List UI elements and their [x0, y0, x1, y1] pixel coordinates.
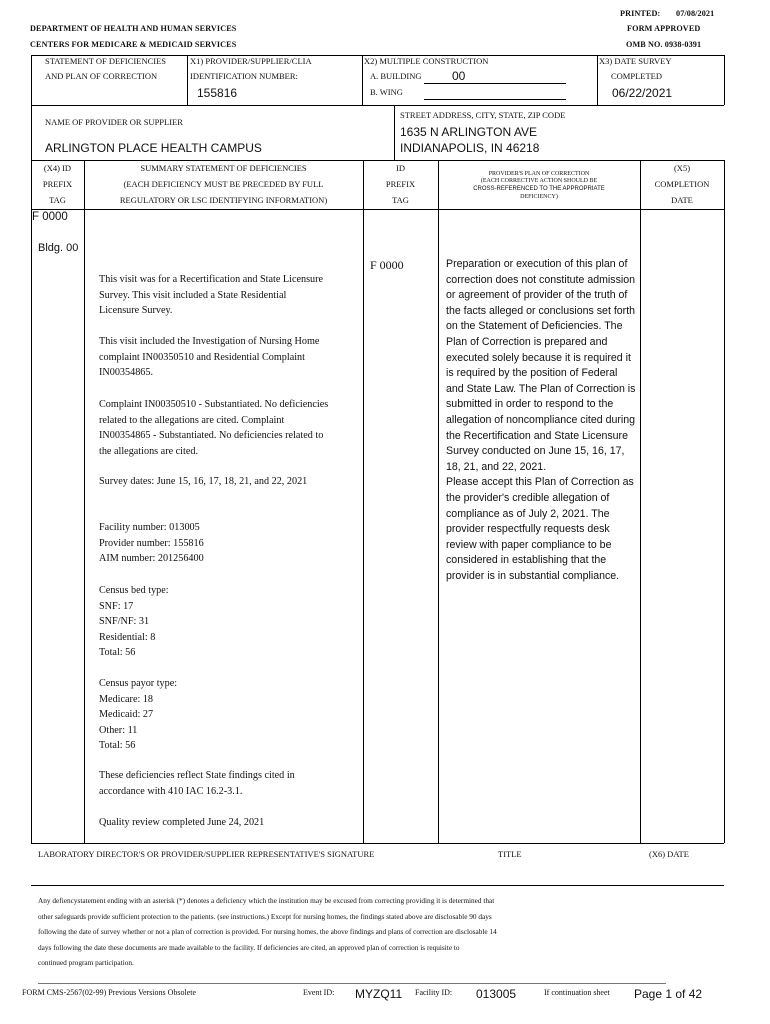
x1-label-1: X1) PROVIDER/SUPPLIER/CLIA	[190, 56, 312, 66]
building-label: A. BUILDING	[370, 71, 422, 81]
x4-header-3: TAG	[49, 195, 66, 205]
x3-label-1: X3) DATE SURVEY	[599, 56, 672, 66]
printed-date: 07/08/2021	[676, 9, 715, 18]
summary-header-1: SUMMARY STATEMENT OF DEFICIENCIES	[140, 163, 307, 173]
x5-header-3: DATE	[671, 195, 693, 205]
date-label: (X6) DATE	[649, 849, 689, 859]
disclaimer-line-2: other safeguards provide sufficient protection to the patients. (see instructions.) Except for nursing homes, the findings stated above are disclosable 90 days	[38, 912, 492, 921]
deficiency-paragraph-5: Facility number: 013005 Provider number: 155816 AIM number: 201256400	[99, 522, 204, 564]
deficiency-paragraph-6: Census bed type: SNF: 17 SNF/NF: 31 Residential: 8 Total: 56	[99, 585, 169, 658]
wing-label: B. WING	[370, 87, 403, 97]
deficiency-paragraph-3: Complaint IN00350510 - Substantiated. No deficiencies related to the allegations are cited. Complaint IN00354865 - Substantiated. No deficiencies related to the allegations are cited.	[99, 399, 329, 457]
disclaimer-line-5: continued program participation.	[38, 958, 134, 967]
event-id-value: MYZQ11	[355, 987, 403, 1001]
provider-id-value: 155816	[197, 86, 238, 100]
building-tag: Bldg. 00	[38, 242, 79, 254]
x4-header-1: (X4) ID	[43, 163, 72, 173]
plan-of-correction-text: Preparation or execution of this plan of correction does not constitute admission or agreement of provider of the truth of the facts alleged or conclusions set forth on the Statement of Deficiencies. The Plan of Correction is prepared and executed solely because it is required it is required by the position of Federal and State Law. The Plan of Correction is submitted in order to respond to the allegation of noncompliance cited during the Recertification and State Licensure Survey conducted on June 15, 16, 17, 18, 21, and 22, 2021. Please accept this Plan of Correction as the provider's credible allegation of compliance as of July 2, 2021. The provider respectfully requests desk review with paper compliance to be considered in establishing that the provider is in substantial compliance.	[446, 258, 636, 582]
id-header-3: TAG	[392, 195, 409, 205]
disclaimer-line-1: Any defiencystatement ending with an asterisk (*) denotes a deficiency which the institution may be excused from correcting providing it is determined that	[38, 896, 495, 905]
x2-label: X2) MULTIPLE CONSTRUCTION	[364, 56, 489, 66]
signature-divider	[31, 885, 724, 886]
right-tag: F 0000	[370, 258, 404, 272]
x3-label-2: COMPLETED	[611, 71, 662, 81]
centers-title: CENTERS FOR MEDICARE & MEDICAID SERVICES	[30, 40, 237, 49]
page-number: Page 1 of 42	[634, 987, 703, 1001]
survey-date-value: 06/22/2021	[612, 86, 673, 100]
address-line-1: 1635 N ARLINGTON AVE	[400, 125, 537, 139]
facility-id-label: Facility ID:	[415, 988, 453, 997]
left-tag: F 0000	[32, 211, 68, 223]
deficiency-paragraph-8: These deficiencies reflect State findings cited in accordance with 410 IAC 16.2-3.1.	[99, 770, 295, 797]
department-title: DEPARTMENT OF HEALTH AND HUMAN SERVICES	[30, 24, 237, 33]
building-value: 00	[452, 69, 466, 83]
address-line-2: INDIANAPOLIS, IN 46218	[400, 141, 540, 155]
omb-number: OMB NO. 0938-0391	[626, 40, 702, 49]
x5-header-2: COMPLETION	[654, 179, 710, 189]
disclaimer-line-4: days following the date these documents are made available to the facility. If deficiencies are cited, an approved plan of correction is requisite to	[38, 943, 460, 952]
statement-label-1: STATEMENT OF DEFICIENCIES	[45, 56, 167, 66]
x4-header-2: PREFIX	[42, 179, 73, 189]
x5-header-1: (X5)	[673, 163, 691, 173]
footer-divider	[38, 983, 666, 984]
disclaimer-line-3: following the date of survey whether or not a plan of correction is provided. For nursing homes, the above findings and plans of correction are disclosable 14	[38, 927, 497, 936]
poc-header-1: PROVIDER'S PLAN OF CORRECTION	[488, 171, 590, 177]
deficiency-paragraph-2: This visit included the Investigation of Nursing Home complaint IN00350510 and Residential Complaint IN00354865.	[99, 336, 320, 378]
deficiency-paragraph-7: Census payor type: Medicare: 18 Medicaid: 27 Other: 11 Total: 56	[99, 678, 178, 751]
id-header-1: ID	[396, 163, 405, 173]
poc-header-4: DEFICIENCY)	[520, 194, 558, 200]
form-number: FORM CMS-2567(02-99) Previous Versions Obsolete	[22, 988, 197, 997]
continuation-label: If continuation sheet	[544, 988, 610, 997]
x1-label-2: IDENTIFICATION NUMBER:	[190, 71, 298, 81]
poc-header-2: (EACH CORRECTIVE ACTION SHOULD BE	[480, 178, 598, 184]
form-approved: FORM APPROVED	[627, 24, 701, 33]
deficiency-paragraph-1: This visit was for a Recertification and State Licensure Survey. This visit included a State Residential Licensure Survey.	[99, 274, 324, 316]
id-header-2: PREFIX	[385, 179, 416, 189]
deficiency-paragraph-4: Survey dates: June 15, 16, 17, 18, 21, and 22, 2021	[99, 476, 308, 487]
statement-label-2: AND PLAN OF CORRECTION	[45, 71, 158, 81]
provider-name-value: ARLINGTON PLACE HEALTH CAMPUS	[45, 141, 262, 155]
event-id-label: Event ID:	[303, 988, 335, 997]
summary-header-2: (EACH DEFICIENCY MUST BE PRECEDED BY FULL	[123, 179, 324, 189]
summary-header-3: REGULATORY OR LSC IDENTIFYING INFORMATION)	[119, 195, 328, 205]
provider-name-label: NAME OF PROVIDER OR SUPPLIER	[45, 117, 183, 127]
title-label: TITLE	[498, 849, 522, 859]
address-label: STREET ADDRESS, CITY, STATE, ZIP CODE	[400, 110, 566, 120]
deficiency-paragraph-9: Quality review completed June 24, 2021	[99, 817, 265, 828]
signature-label: LABORATORY DIRECTOR'S OR PROVIDER/SUPPLIER REPRESENTATIVE'S SIGNATURE	[38, 849, 375, 859]
poc-header-3: CROSS-REFERENCED TO THE APPROPRIATE	[473, 186, 605, 192]
facility-id-value: 013005	[476, 987, 517, 1001]
printed-label: PRINTED:	[620, 9, 661, 18]
